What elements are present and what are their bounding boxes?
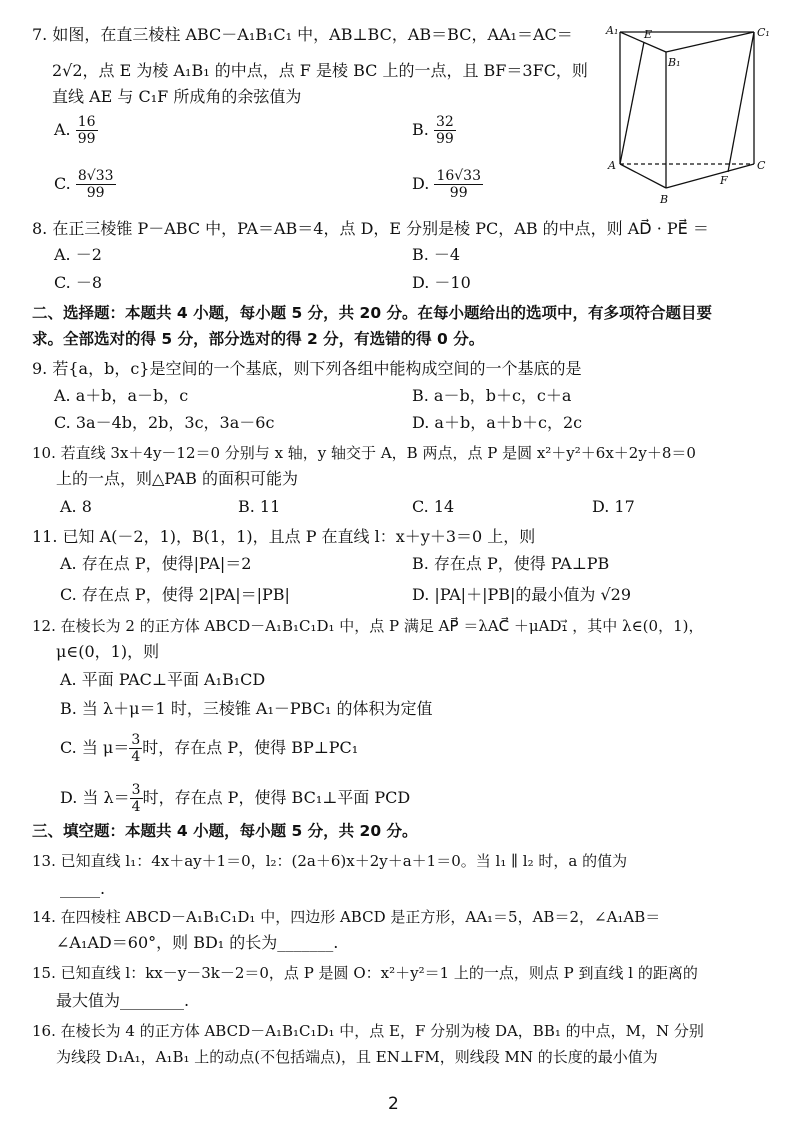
- q11-option-b: B. 存在点 P，使得 PA⊥PB: [412, 554, 610, 573]
- label-c: C: [757, 159, 766, 172]
- q7-line3: 直线 AE 与 C₁F 所成角的余弦值为: [52, 87, 302, 106]
- q10-option-b: B. 11: [238, 497, 281, 516]
- segment-ae: [620, 42, 644, 164]
- prism-figure: [604, 22, 774, 210]
- q16-line2: 为线段 D₁A₁，A₁B₁ 上的动点(不包括端点)，且 EN⊥FM，则线段 MN 的长度的最小值为: [56, 1048, 658, 1066]
- q12-line2: μ∈(0，1)，则: [56, 642, 160, 661]
- q11-option-d: D. |PA|＋|PB|的最小值为 √29: [412, 585, 632, 604]
- q9-option-c: C. 3a－4b，2b，3c，3a－6c: [54, 413, 275, 432]
- q11-option-a: A. 存在点 P，使得|PA|＝2: [60, 554, 252, 573]
- q14-line1: 14. 在四棱柱 ABCD－A₁B₁C₁D₁ 中，四边形 ABCD 是正方形，AA₁＝5，AB＝2，∠A₁AB＝: [32, 908, 661, 926]
- q10-option-d: D. 17: [592, 497, 635, 516]
- q8-stem: 8. 在正三棱锥 P－ABC 中，PA＝AB＝4，点 D，E 分别是棱 PC，AB 的中点，则 AD⃗ · PE⃗ ＝: [32, 219, 709, 238]
- q7-option-c: C. $\frac{8√33}{99}$: [54, 168, 114, 201]
- q9-option-a: A. a＋b，a－b，c: [54, 386, 189, 405]
- q7-line2: 2√2，点 E 为棱 A₁B₁ 的中点，点 F 是棱 BC 上的一点，且 BF＝3FC，则: [52, 61, 588, 80]
- q9-option-d: D. a＋b，a＋b＋c，2c: [412, 413, 583, 432]
- q15-line1: 15. 已知直线 l：kx－y－3k－2＝0，点 P 是圆 O：x²＋y²＝1 上的一点，则点 P 到直线 l 的距离的: [32, 964, 698, 982]
- q12-option-c: C. 当 μ＝ $\frac{3}{4}$ 时，存在点 P，使得 BP⊥PC₁: [60, 732, 359, 765]
- label-b: B: [660, 193, 669, 206]
- q13-line1: 13. 已知直线 l₁：4x＋ay＋1＝0，l₂：(2a＋6)x＋2y＋a＋1＝0。当 l₁ ∥ l₂ 时，a 的值为: [32, 852, 628, 870]
- edge-bc: [666, 164, 754, 188]
- section2-heading-line1: 二、选择题：本题共 4 小题，每小题 5 分，共 20 分。在每小题给出的选项中，有多项符合题目要: [32, 304, 713, 322]
- page-number: 2: [388, 1094, 399, 1114]
- label-b1: B₁: [668, 56, 681, 69]
- label-a: A: [608, 159, 616, 172]
- edge-b1c1: [666, 32, 754, 52]
- section2-heading-line2: 求。全部选对的得 5 分，部分选对的得 2 分，有选错的得 0 分。: [32, 330, 485, 348]
- q10-option-a: A. 8: [60, 497, 92, 516]
- q9-stem: 9. 若{a，b，c}是空间的一个基底，则下列各组中能构成空间的一个基底的是: [32, 359, 582, 378]
- q12-line1: 12. 在棱长为 2 的正方体 ABCD－A₁B₁C₁D₁ 中，点 P 满足 AP⃗ ＝λAC⃗ ＋μAD₁⃗ ，其中 λ∈(0，1)，: [32, 617, 704, 635]
- q13-blank: _____.: [60, 879, 106, 898]
- q15-line2: 最大值为________.: [56, 991, 190, 1010]
- q10-line1: 10. 若直线 3x＋4y－12＝0 分别与 x 轴，y 轴交于 A，B 两点，点 P 是圆 x²＋y²＋6x＋2y＋8＝0: [32, 444, 696, 462]
- q7-option-b: B. $\frac{32}{99}$: [412, 114, 454, 147]
- q12-option-b: B. 当 λ＋μ＝1 时，三棱锥 A₁－PBC₁ 的体积为定值: [60, 699, 433, 718]
- section3-heading: 三、填空题：本题共 4 小题，每小题 5 分，共 20 分。: [32, 822, 418, 840]
- q8-option-c: C. －8: [54, 273, 103, 292]
- q7-line1: 7. 如图，在直三棱柱 ABC－A₁B₁C₁ 中，AB⊥BC，AB＝BC，AA₁＝AC＝: [32, 25, 573, 44]
- label-c1: C₁: [757, 26, 770, 39]
- q8-option-b: B. －4: [412, 245, 461, 264]
- q7-option-a: A. $\frac{16}{99}$: [54, 114, 96, 147]
- q12-option-a: A. 平面 PAC⊥平面 A₁B₁CD: [60, 670, 266, 689]
- q10-line2: 上的一点，则△PAB 的面积可能为: [56, 469, 299, 488]
- label-a1: A₁: [606, 24, 619, 37]
- segment-c1f: [728, 32, 754, 172]
- q7-option-d: D. $\frac{16√33}{99}$: [412, 168, 481, 201]
- q8-option-a: A. －2: [54, 245, 102, 264]
- label-f: F: [720, 174, 728, 187]
- q9-option-b: B. a－b，b＋c，c＋a: [412, 386, 572, 405]
- edge-ab: [620, 164, 666, 188]
- q12-option-d: D. 当 λ＝ $\frac{3}{4}$ 时，存在点 P，使得 BC₁⊥平面 PCD: [60, 782, 411, 815]
- q14-line2: ∠A₁AD＝60°，则 BD₁ 的长为_______.: [56, 933, 339, 952]
- label-e: E: [644, 28, 653, 41]
- q11-stem: 11. 已知 A(－2，1)，B(1，1)，且点 P 在直线 l：x＋y＋3＝0 上，则: [32, 527, 536, 546]
- q8-option-d: D. －10: [412, 273, 471, 292]
- q16-line1: 16. 在棱长为 4 的正方体 ABCD－A₁B₁C₁D₁ 中，点 E，F 分别为棱 DA，BB₁ 的中点，M，N 分别: [32, 1022, 704, 1040]
- q11-option-c: C. 存在点 P，使得 2|PA|＝|PB|: [60, 585, 290, 604]
- q10-option-c: C. 14: [412, 497, 455, 516]
